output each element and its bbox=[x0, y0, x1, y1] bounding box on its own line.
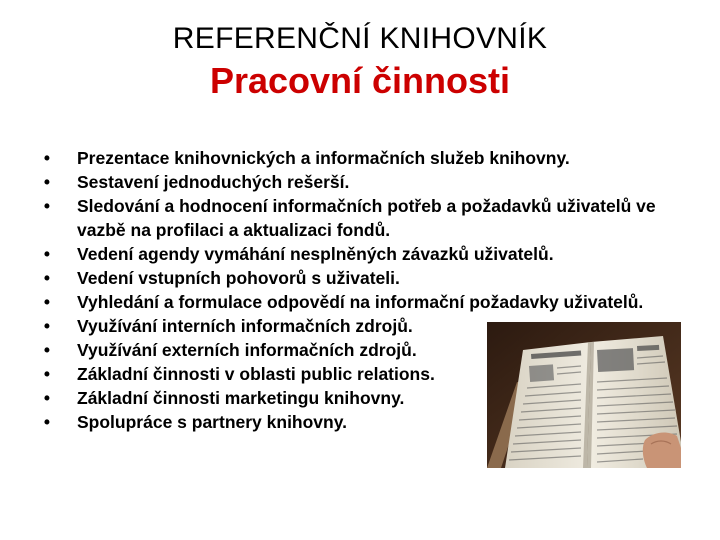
bullet-text: Vyhledání a formulace odpovědí na informační požadavky uživatelů. bbox=[77, 292, 644, 312]
bullet-text: Spolupráce s partnery knihovny. bbox=[77, 412, 348, 432]
bullet-icon: • bbox=[43, 340, 51, 360]
bullet-icon: • bbox=[43, 268, 51, 288]
bullet-text: Využívání interních informačních zdrojů. bbox=[77, 316, 413, 336]
bullet-item bbox=[40, 170, 680, 194]
bullet-item bbox=[40, 290, 680, 314]
bullet-text: Vedení vstupních pohovorů s uživateli. bbox=[77, 268, 400, 288]
newspaper-photo bbox=[487, 322, 681, 468]
bullet-icon: • bbox=[43, 388, 51, 408]
bullet-icon: • bbox=[43, 316, 51, 336]
bullet-text: Základní činnosti v oblasti public relations. bbox=[77, 364, 435, 384]
bullet-item bbox=[40, 146, 680, 170]
bullet-icon: • bbox=[43, 412, 51, 432]
bullet-text: Základní činnosti marketingu knihovny. bbox=[77, 388, 405, 408]
bullet-text: Vedení agendy vymáhání nesplněných závazků uživatelů. bbox=[77, 244, 554, 264]
bullet-item bbox=[40, 242, 680, 266]
bullet-icon: • bbox=[43, 364, 51, 384]
bullet-icon: • bbox=[43, 196, 51, 216]
bullet-icon: • bbox=[43, 292, 51, 312]
bullet-text: Prezentace knihovnických a informačních služeb knihovny. bbox=[77, 148, 570, 168]
slide-title: Pracovní činnosti bbox=[209, 60, 511, 101]
newspaper-image-icon bbox=[487, 322, 681, 468]
bullet-item bbox=[40, 194, 680, 242]
bullet-text: Sledování a hodnocení informačních potřeb a požadavků uživatelů ve vazbě na profilaci a aktualizaci fondů. bbox=[77, 196, 656, 240]
bullet-icon: • bbox=[43, 244, 51, 264]
bullet-icon: • bbox=[43, 172, 51, 192]
bullet-icon: • bbox=[43, 148, 51, 168]
bullet-item bbox=[40, 266, 680, 290]
bullet-text: Využívání externích informačních zdrojů. bbox=[77, 340, 417, 360]
bullet-text: Sestavení jednoduchých rešerší. bbox=[77, 172, 350, 192]
slide-supertitle: REFERENČNÍ KNIHOVNÍK bbox=[172, 22, 548, 55]
